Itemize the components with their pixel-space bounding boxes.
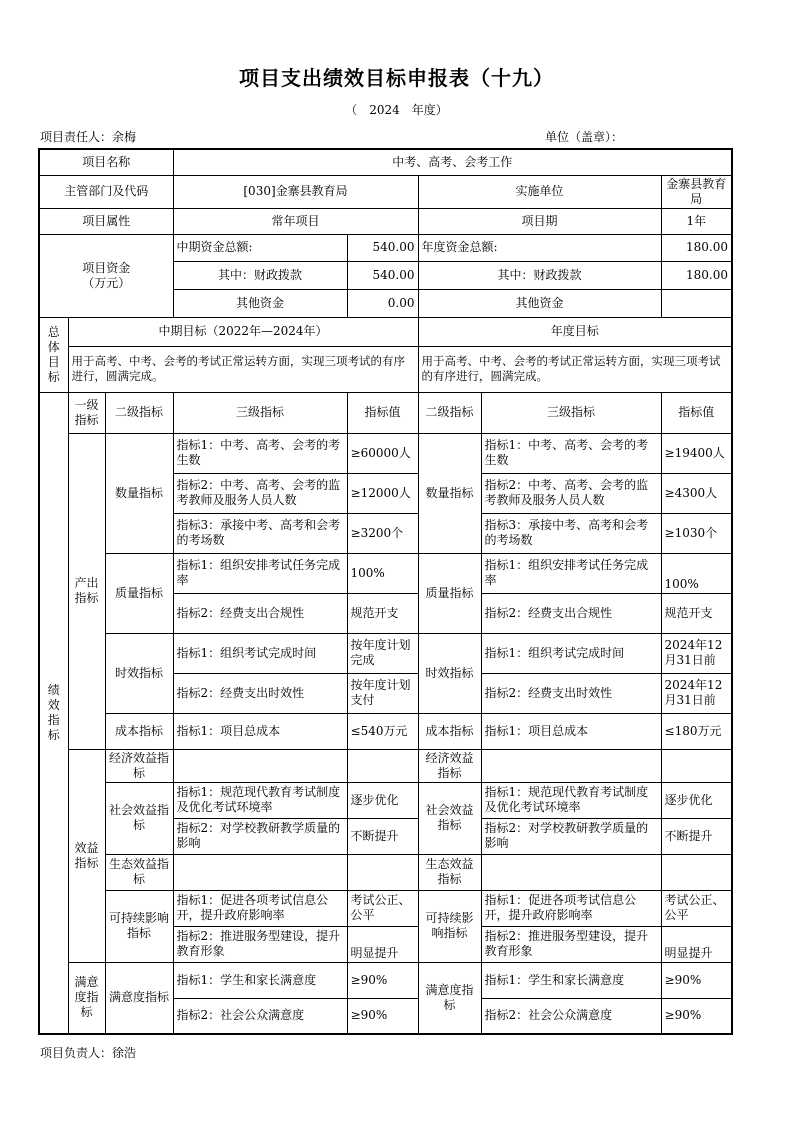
impl-unit-label: 实施单位 <box>418 175 661 208</box>
year-other-value <box>661 289 732 317</box>
cost1-value-year: ≤180万元 <box>661 713 732 749</box>
cost1-value-mid: ≤540万元 <box>347 713 418 749</box>
sustain-label-mid: 可持续影响指标 <box>105 890 173 962</box>
header-value-mid: 指标值 <box>347 392 418 433</box>
econ-label-year: 经济效益指标 <box>418 749 481 782</box>
qual2-name-mid: 指标2：经费支出合规性 <box>173 593 347 633</box>
performance-target-table <box>38 148 733 1035</box>
soc2-name-year: 指标2：对学校教研教学质量的影响 <box>481 818 661 854</box>
report-year <box>0 101 793 118</box>
qty2-value-year: ≥4300人 <box>661 473 732 513</box>
project-name-label: 项目名称 <box>39 149 173 175</box>
sat1-name-mid: 指标1：学生和家长满意度 <box>173 962 347 998</box>
mid-other-label: 其他资金 <box>173 289 347 317</box>
qual2-value-year: 规范开支 <box>661 593 732 633</box>
unit-seal: 单位（盖章）： <box>545 130 624 144</box>
header-level3-year: 三级指标 <box>481 392 661 433</box>
cost-label-year: 成本指标 <box>418 713 481 749</box>
soc1-name-mid: 指标1：规范现代教育考试制度及优化考试环境率 <box>173 782 347 818</box>
satis-label-mid: 满意度指标 <box>105 962 173 1034</box>
sus2-name-mid: 指标2：推进服务型建设，提升教育形象 <box>173 926 347 962</box>
time-label-mid: 时效指标 <box>105 633 173 713</box>
econ-label-mid: 经济效益指标 <box>105 749 173 782</box>
mid-goal-title: 中期目标（2022年—2024年） <box>68 317 418 346</box>
eco-value-year <box>661 854 732 890</box>
econ-value-mid <box>347 749 418 782</box>
eco-value-mid <box>347 854 418 890</box>
time2-name-year: 指标2：经费支出时效性 <box>481 673 661 713</box>
sus1-name-year: 指标1：促进各项考试信息公开，提升政府影响率 <box>481 890 661 926</box>
qty3-name-mid: 指标3：承接中考、高考和会考的考场数 <box>173 513 347 553</box>
eco-name-mid <box>173 854 347 890</box>
quality-label-year: 质量指标 <box>418 553 481 633</box>
time1-name-year: 指标1：组织考试完成时间 <box>481 633 661 673</box>
econ-name-mid <box>173 749 347 782</box>
year-other-label: 其他资金 <box>418 289 661 317</box>
qual1-name-year: 指标1：组织安排考试任务完成率 <box>481 553 661 593</box>
project-attr-label: 项目属性 <box>39 208 173 234</box>
year-total-label: 年度资金总额: <box>418 234 661 261</box>
cost1-name-mid: 指标1：项目总成本 <box>173 713 347 749</box>
qty2-value-mid: ≥12000人 <box>347 473 418 513</box>
eco-label-year: 生态效益指标 <box>418 854 481 890</box>
header-value-year: 指标值 <box>661 392 732 433</box>
social-label-mid: 社会效益指标 <box>105 782 173 854</box>
year-open: （ <box>345 103 358 117</box>
qual2-value-mid: 规范开支 <box>347 593 418 633</box>
output-indicator-label: 产出指标 <box>68 433 105 749</box>
dept-label: 主管部门及代码 <box>39 175 173 208</box>
sus1-name-mid: 指标1：促进各项考试信息公开，提升政府影响率 <box>173 890 347 926</box>
time-label-year: 时效指标 <box>418 633 481 713</box>
social-label-year: 社会效益指标 <box>418 782 481 854</box>
qty3-value-year: ≥1030个 <box>661 513 732 553</box>
benefit-indicator-label: 效益指标 <box>68 749 105 962</box>
project-leader: 项目负责人：徐浩 <box>40 1046 137 1060</box>
sat1-value-mid: ≥90% <box>347 962 418 998</box>
qual1-value-year: 100% <box>661 553 732 593</box>
sus1-value-year: 考试公正、公平 <box>661 890 732 926</box>
cost-label-mid: 成本指标 <box>105 713 173 749</box>
project-period-label: 项目期 <box>418 208 661 234</box>
soc2-value-mid: 不断提升 <box>347 818 418 854</box>
funds-label-line2: （万元） <box>82 275 131 290</box>
cost1-name-year: 指标1：项目总成本 <box>481 713 661 749</box>
sat2-name-year: 指标2：社会公众满意度 <box>481 998 661 1034</box>
qual1-name-mid: 指标1：组织安排考试任务完成率 <box>173 553 347 593</box>
header-level1: 一级指标 <box>68 392 105 433</box>
sat1-name-year: 指标1：学生和家长满意度 <box>481 962 661 998</box>
satisfaction-indicator-label: 满意度指标 <box>68 962 105 1034</box>
sat2-value-mid: ≥90% <box>347 998 418 1034</box>
sus2-value-year: 明显提升 <box>661 926 732 962</box>
year-goal-text: 用于高考、中考、会考的考试正常运转方面，实现三项考试的有序进行，圆满完成。 <box>418 346 732 392</box>
mid-other-value: 0.00 <box>347 289 418 317</box>
funds-label <box>39 234 173 317</box>
mid-fiscal-value: 540.00 <box>347 261 418 289</box>
perf-indicator-label: 绩效指标 <box>39 392 68 1034</box>
qty1-name-year: 指标1：中考、高考、会考的考生数 <box>481 433 661 473</box>
sat2-value-year: ≥90% <box>661 998 732 1034</box>
soc1-value-year: 逐步优化 <box>661 782 732 818</box>
time1-value-year: 2024年12月31日前 <box>661 633 732 673</box>
header-level2-year: 二级指标 <box>418 392 481 433</box>
mid-goal-text: 用于高考、中考、会考的考试正常运转方面，实现三项考试的有序进行，圆满完成。 <box>68 346 418 392</box>
funds-label-line1: 项目资金 <box>82 260 131 275</box>
header-level3-mid: 三级指标 <box>173 392 347 433</box>
econ-value-year <box>661 749 732 782</box>
qty-label-year: 数量指标 <box>418 433 481 553</box>
year-goal-title: 年度目标 <box>418 317 732 346</box>
soc1-name-year: 指标1：规范现代教育考试制度及优化考试环境率 <box>481 782 661 818</box>
time1-name-mid: 指标1：组织考试完成时间 <box>173 633 347 673</box>
qty3-name-year: 指标3：承接中考、高考和会考的考场数 <box>481 513 661 553</box>
sus1-value-mid: 考试公正、公平 <box>347 890 418 926</box>
year-value: 2024 <box>369 103 400 117</box>
sat2-name-mid: 指标2：社会公众满意度 <box>173 998 347 1034</box>
satis-label-year: 满意度指标 <box>418 962 481 1034</box>
eco-name-year <box>481 854 661 890</box>
time2-name-mid: 指标2：经费支出时效性 <box>173 673 347 713</box>
impl-unit-value: 金寨县教育局 <box>661 175 732 208</box>
soc1-value-mid: 逐步优化 <box>347 782 418 818</box>
year-fiscal-value: 180.00 <box>661 261 732 289</box>
soc2-value-year: 不断提升 <box>661 818 732 854</box>
project-responsible: 项目责任人：余梅 <box>40 130 137 144</box>
qual1-value-mid: 100% <box>347 553 418 593</box>
year-total-value: 180.00 <box>661 234 732 261</box>
mid-total-label: 中期资金总额: <box>173 234 347 261</box>
project-attr-value: 常年项目 <box>173 208 418 234</box>
qty1-value-year: ≥19400人 <box>661 433 732 473</box>
header-level2-mid: 二级指标 <box>105 392 173 433</box>
mid-fiscal-label: 其中：财政拨款 <box>173 261 347 289</box>
qty1-value-mid: ≥60000人 <box>347 433 418 473</box>
qty1-name-mid: 指标1：中考、高考、会考的考生数 <box>173 433 347 473</box>
qual2-name-year: 指标2：经费支出合规性 <box>481 593 661 633</box>
sus2-name-year: 指标2：推进服务型建设，提升教育形象 <box>481 926 661 962</box>
qty2-name-year: 指标2：中考、高考、会考的监考教师及服务人员人数 <box>481 473 661 513</box>
sat1-value-year: ≥90% <box>661 962 732 998</box>
page-title: 项目支出绩效目标申报表（十九） <box>239 66 554 90</box>
overall-goal-label: 总体目标 <box>39 317 68 392</box>
sustain-label-year: 可持续影响指标 <box>418 890 481 962</box>
project-name-value: 中考、高考、会考工作 <box>173 149 732 175</box>
time2-value-mid: 按年度计划支付 <box>347 673 418 713</box>
time2-value-year: 2024年12月31日前 <box>661 673 732 713</box>
project-period-value: 1年 <box>661 208 732 234</box>
sus2-value-mid: 明显提升 <box>347 926 418 962</box>
soc2-name-mid: 指标2：对学校教研教学质量的影响 <box>173 818 347 854</box>
year-label: 年度） <box>411 103 448 117</box>
year-fiscal-label: 其中：财政拨款 <box>418 261 661 289</box>
eco-label-mid: 生态效益指标 <box>105 854 173 890</box>
dept-value: [030]金寨县教育局 <box>173 175 418 208</box>
quality-label-mid: 质量指标 <box>105 553 173 633</box>
time1-value-mid: 按年度计划完成 <box>347 633 418 673</box>
qty-label-mid: 数量指标 <box>105 433 173 553</box>
mid-total-value: 540.00 <box>347 234 418 261</box>
qty3-value-mid: ≥3200个 <box>347 513 418 553</box>
qty2-name-mid: 指标2：中考、高考、会考的监考教师及服务人员人数 <box>173 473 347 513</box>
econ-name-year <box>481 749 661 782</box>
